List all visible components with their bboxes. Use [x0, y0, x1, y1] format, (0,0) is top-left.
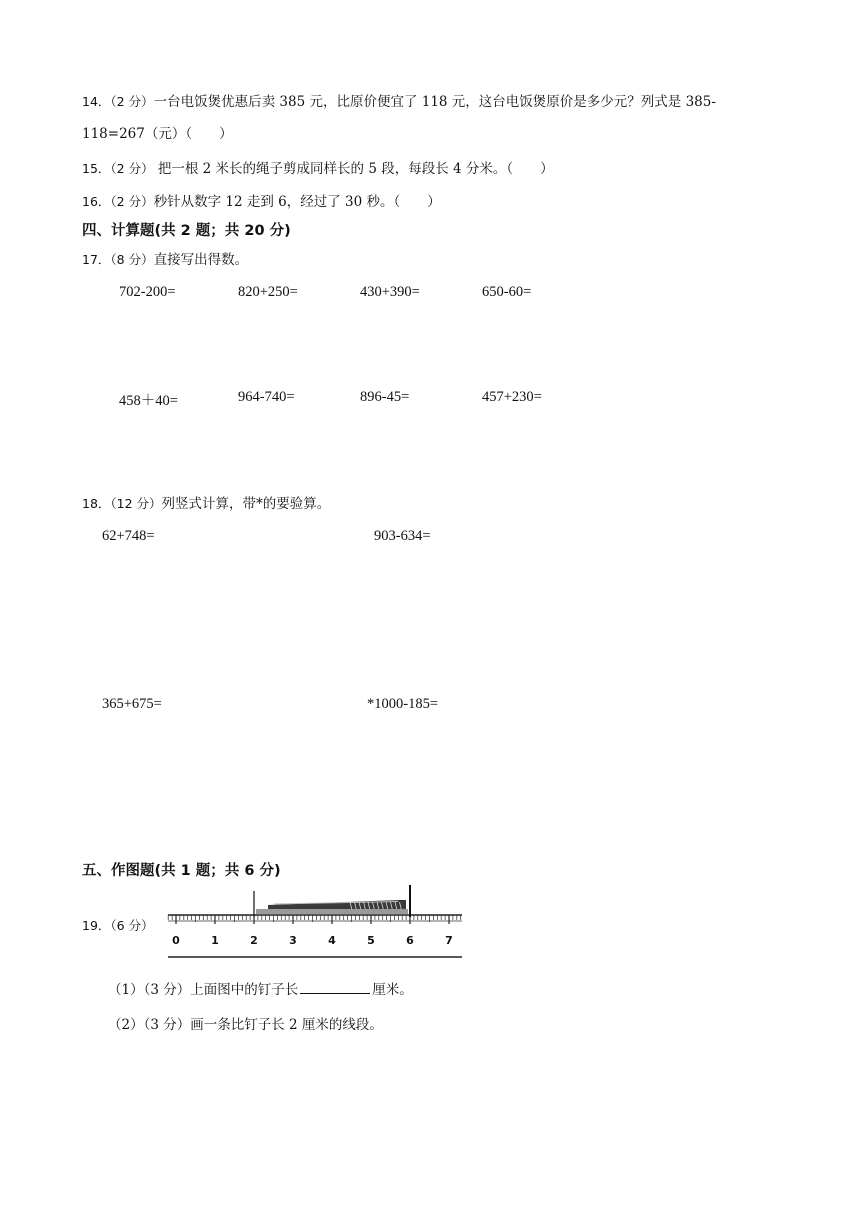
oral-calc-item: 964-740= — [238, 389, 295, 405]
sub-question-1 — [108, 978, 413, 998]
ruler-label: 0 — [172, 934, 180, 947]
question-16 — [82, 190, 441, 210]
nail-shadow — [256, 909, 408, 914]
question-number: 14．（2 分） — [82, 94, 154, 109]
vertical-calc-item: 365+675= — [102, 696, 162, 712]
sub-question-1-prefix: （1）（3 分）上面图中的钉子长 — [108, 982, 299, 998]
vertical-calc-item: 903-634= — [374, 528, 431, 544]
ruler-label: 4 — [328, 934, 336, 947]
question-18 — [82, 492, 330, 512]
question-number: 17．（8 分） — [82, 252, 154, 267]
oral-calc-item: 458＋40= — [119, 393, 178, 409]
question-15 — [82, 157, 554, 177]
oral-calc-item: 650-60= — [482, 284, 532, 300]
question-text: 秒针从数字 12 走到 6，经过了 30 秒。（ ） — [153, 194, 441, 210]
question-text: 列竖式计算，带*的要验算。 — [161, 496, 331, 512]
question-19-number: 19．（6 分） — [82, 918, 154, 933]
oral-calc-item: 820+250= — [238, 284, 298, 300]
question-number: 18．（12 分） — [82, 496, 162, 511]
answer-blank[interactable] — [300, 981, 370, 994]
question-14 — [82, 90, 716, 110]
ruler-label: 3 — [289, 934, 297, 947]
sub-question-1-suffix: 厘米。 — [372, 982, 413, 998]
ruler-label: 1 — [211, 934, 219, 947]
vertical-calc-item: *1000-185= — [367, 696, 439, 712]
section-heading-calculation: 四、计算题(共 2 题；共 20 分) — [82, 223, 291, 239]
ruler-label: 6 — [406, 934, 414, 947]
ruler-label: 2 — [250, 934, 258, 947]
ruler-label: 5 — [367, 934, 375, 947]
question-text: 把一根 2 米长的绳子剪成同样长的 5 段，每段长 4 分米。（ ） — [153, 161, 554, 177]
question-14-continued: 118=267（元）（ ） — [82, 126, 233, 142]
oral-calc-item: 457+230= — [482, 389, 542, 405]
question-text: 直接写出得数。 — [153, 252, 249, 268]
question-number: 16．（2 分） — [82, 194, 154, 209]
oral-calc-item: 702-200= — [119, 284, 176, 300]
ruler-labels — [172, 934, 453, 947]
ruler-label: 7 — [445, 934, 453, 947]
oral-calc-item: 430+390= — [360, 284, 420, 300]
ruler-ticks — [168, 915, 461, 924]
vertical-calc-item: 62+748= — [102, 528, 155, 544]
oral-calc-item: 896-45= — [360, 389, 410, 405]
ruler-with-nail — [164, 883, 466, 961]
question-17 — [82, 248, 248, 268]
question-text: 一台电饭煲优惠后卖 385 元，比原价便宜了 118 元，这台电饭煲原价是多少元？列式是 385- — [153, 94, 716, 110]
nail-image — [254, 885, 410, 917]
section-heading-drawing: 五、作图题(共 1 题；共 6 分) — [82, 863, 281, 879]
sub-question-2: （2）（3 分）画一条比钉子长 2 厘米的线段。 — [108, 1017, 383, 1033]
question-number: 15．（2 分） — [82, 161, 154, 176]
